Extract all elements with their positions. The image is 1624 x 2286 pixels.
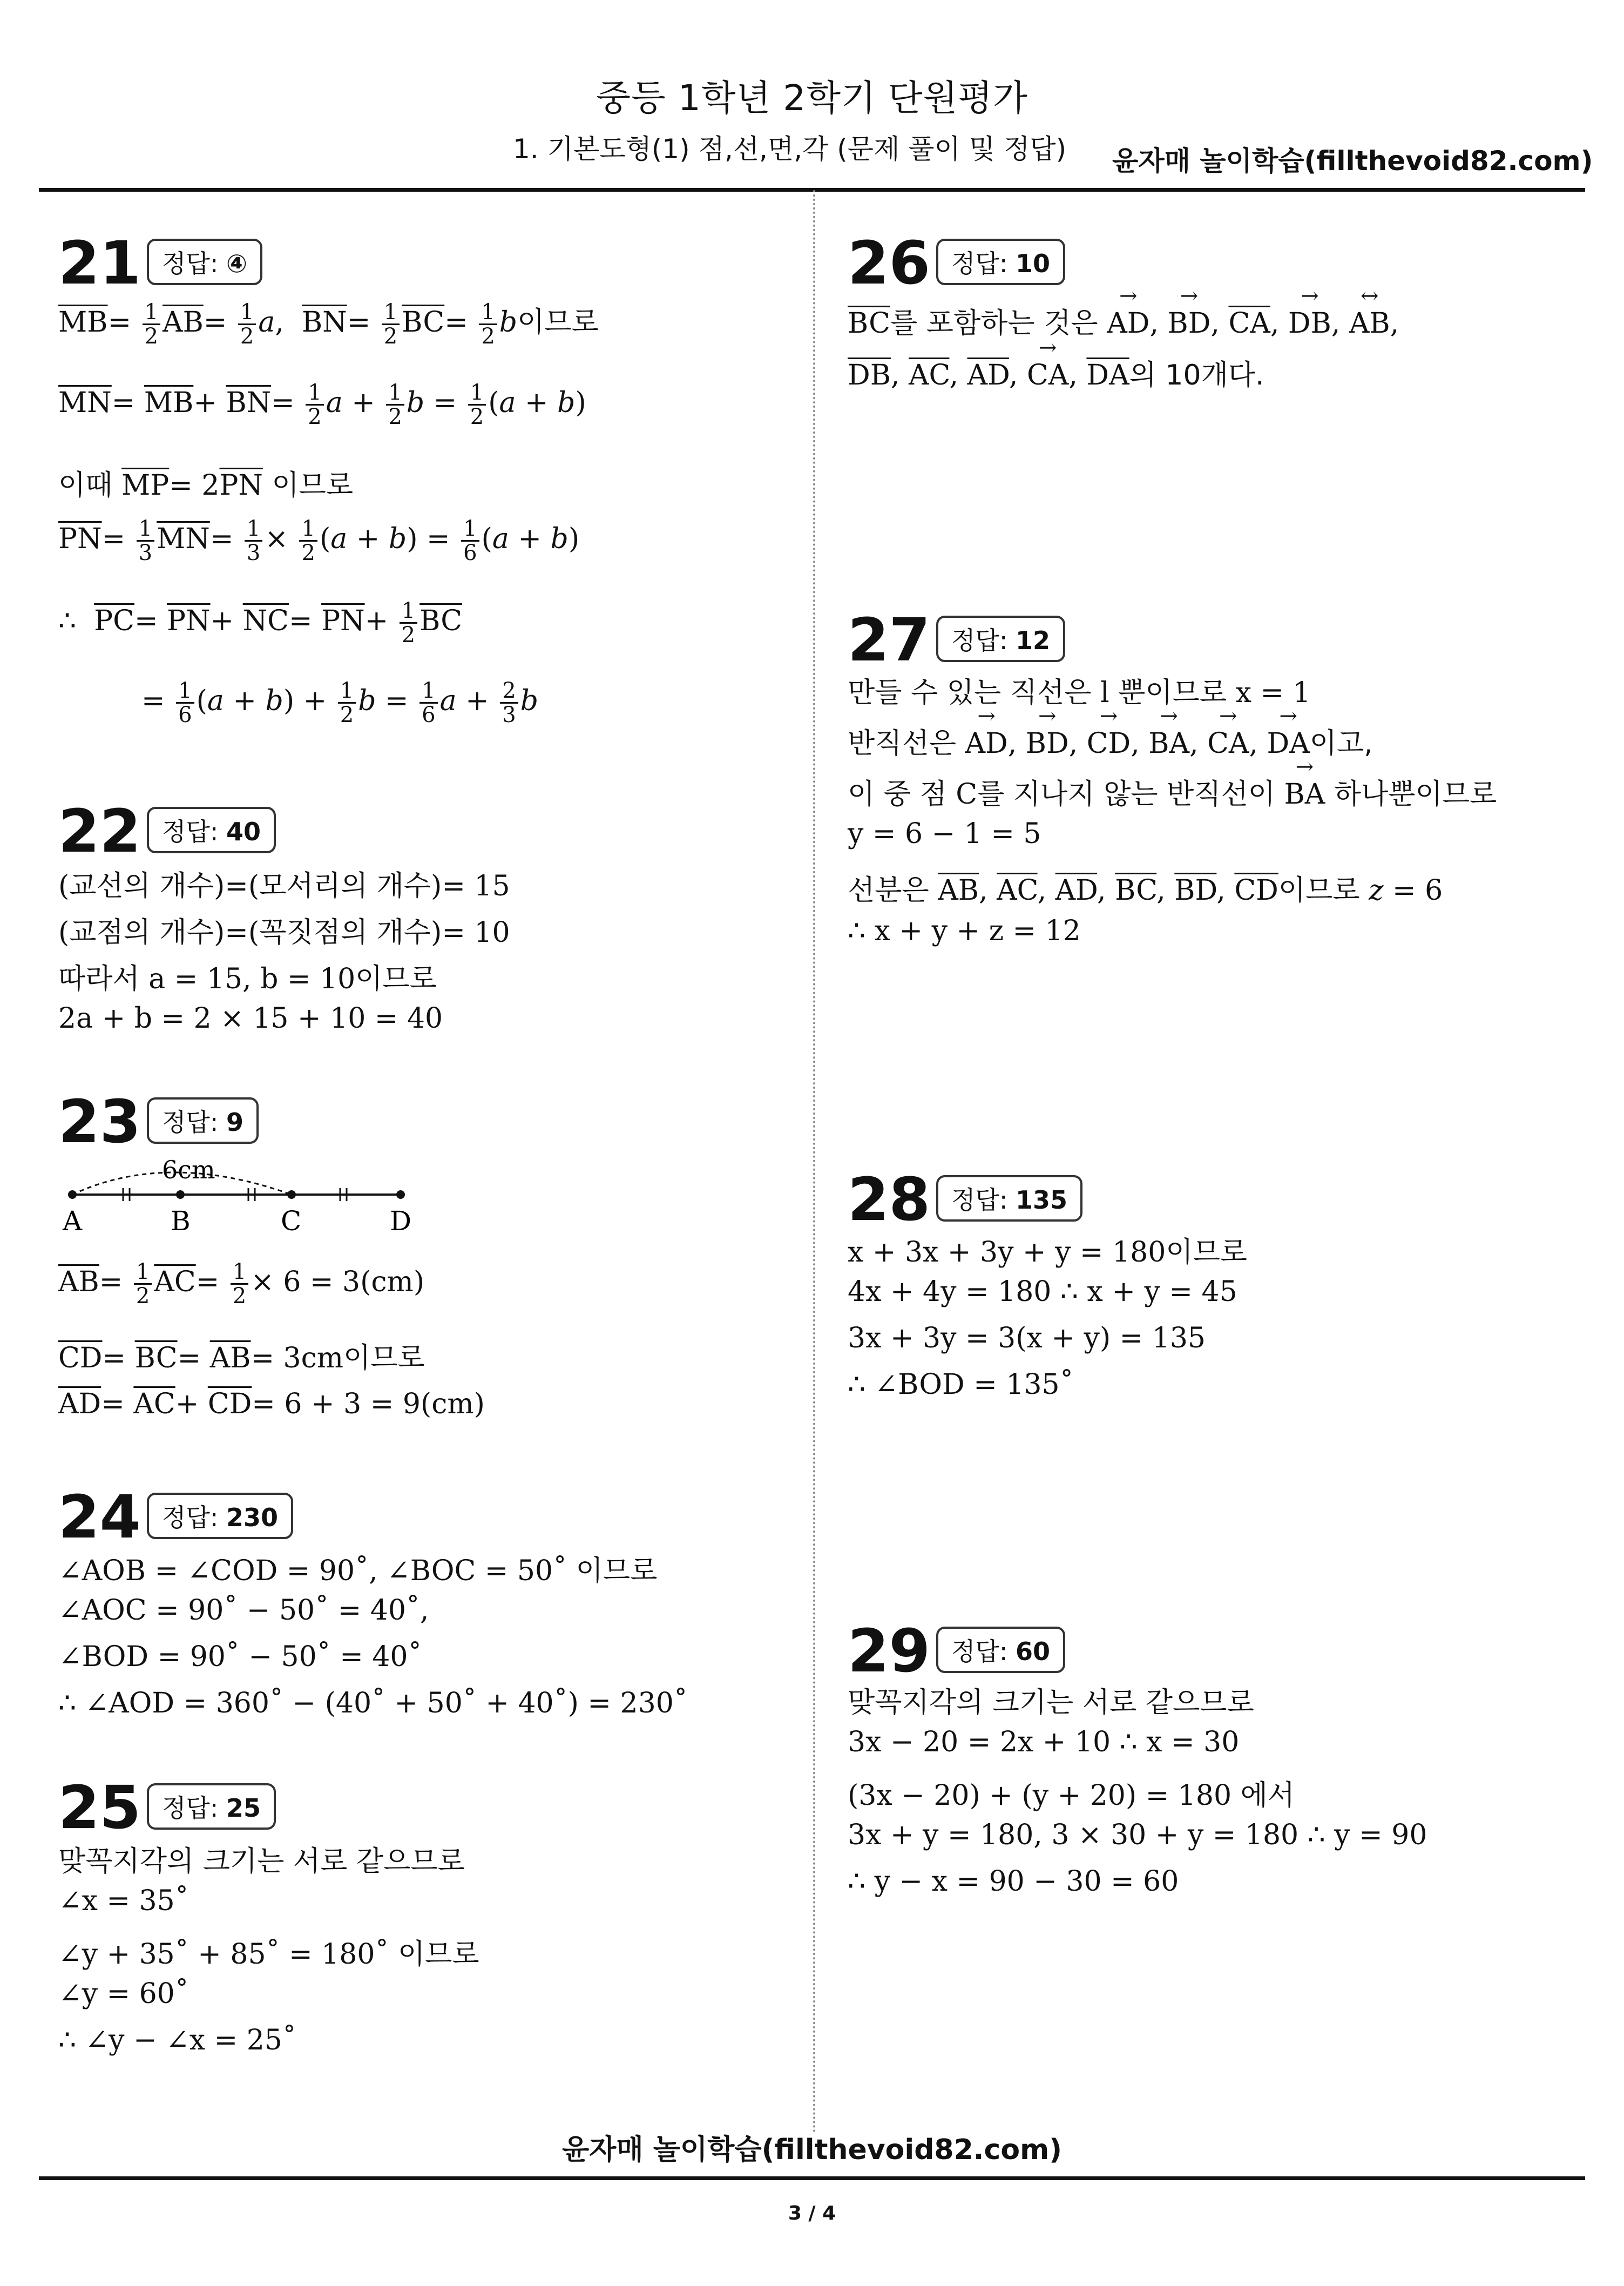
solution-line: $\overline{AD}= \overline{AC}+ \overline{CD}= 6 + 3 = 9(cm)$	[58, 1388, 485, 1420]
answer-label: 정답:	[951, 249, 1008, 278]
question-25	[58, 1773, 141, 1842]
solution-line: ∠x = 35˚	[58, 1885, 189, 1917]
solution-line: $\overline{MB}=$ $\frac{1}{2}$ $\overline{AB}=$ $\frac{1}{2}$ a, $\overline{BN}=$ $\frac{1}{2}$ $\overline{BC}=$ $\frac{1}{2}$ b이므로	[58, 300, 599, 349]
answer-value: ④	[226, 249, 247, 278]
solution-line: $\overline{BC}$를 포함하는 것은 → AD, → BD, $\overline{CA}$, → DB, ↔ AB,	[848, 300, 1399, 341]
question-22	[58, 797, 141, 866]
solution-line: (3x − 20) + (y + 20) = 180 에서	[848, 1779, 1295, 1812]
answer-value: 135	[1016, 1185, 1068, 1215]
solution-line: ∴ ∠BOD = 135˚	[848, 1368, 1074, 1401]
solution-line: 맞꼭지각의 크기는 서로 같으므로	[848, 1687, 1254, 1719]
answer-value: 10	[1016, 249, 1051, 278]
point-label: B	[171, 1205, 191, 1237]
solution-line: ∠BOD = 90˚ − 50˚ = 40˚	[58, 1641, 422, 1673]
solution-line: $\overline{PN}=$ $\frac{1}{3}$ $\overline{MN}=$ $\frac{1}{3}$ × $\frac{1}{2}$ (a + b) = $\frac{1}{6}$ (a + b)	[58, 516, 580, 565]
solution-line: ∴ y − x = 90 − 30 = 60	[848, 1865, 1179, 1898]
point-label: C	[281, 1205, 302, 1237]
answer-label: 정답:	[162, 817, 219, 846]
solution-line: 3x + y = 180, 3 × 30 + y = 180 ∴ y = 90	[848, 1819, 1427, 1851]
footer-rule	[39, 2176, 1585, 2180]
solution-line: 이 중 점 C를 지나지 않는 반직선이 → BA 하나뿐이므로	[848, 771, 1497, 812]
question-number: 29	[848, 1616, 931, 1685]
question-29	[848, 1616, 931, 1685]
answer-label: 정답:	[162, 1793, 219, 1823]
solution-line: (교점의 개수)=(꼭짓점의 개수)= 10	[58, 916, 510, 949]
solution-line: $\overline{AB}=$ $\frac{1}{2}$ $\overline{AC}=$ $\frac{1}{2}$ × 6 = 3(cm)	[58, 1259, 425, 1309]
point-label: A	[63, 1205, 83, 1237]
solution-line: 3x + 3y = 3(x + y) = 135	[848, 1322, 1206, 1354]
question-23	[58, 1087, 141, 1156]
answer-badge	[936, 1627, 1065, 1673]
page-title: 중등 1학년 2학기 단원평가	[596, 77, 1028, 119]
solution-line: 따라서 a = 15, b = 10이므로	[58, 963, 437, 995]
question-number: 25	[58, 1773, 141, 1842]
solution-line: ∠AOC = 90˚ − 50˚ = 40˚,	[58, 1594, 429, 1627]
answer-badge	[147, 807, 276, 853]
point-b	[176, 1190, 185, 1199]
answer-value: 60	[1016, 1637, 1051, 1666]
point-label: D	[390, 1205, 412, 1237]
solution-line: 4x + 4y = 180 ∴ x + y = 45	[848, 1276, 1237, 1308]
solution-line: 2a + b = 2 × 15 + 10 = 40	[58, 1002, 443, 1035]
answer-label: 정답:	[162, 1108, 219, 1137]
point-d	[396, 1190, 405, 1199]
segment-figure	[54, 1145, 432, 1237]
answer-label: 정답:	[951, 626, 1008, 655]
answer-badge	[936, 239, 1065, 285]
question-number: 21	[58, 228, 141, 298]
answer-value: 12	[1016, 626, 1051, 655]
question-28	[848, 1165, 931, 1234]
answer-value: 230	[226, 1503, 279, 1532]
answer-label: 정답:	[162, 249, 219, 278]
answer-badge	[147, 1493, 293, 1539]
solution-line: 만들 수 있는 직선은 l 뿐이므로 x = 1	[848, 677, 1311, 709]
question-27	[848, 605, 931, 675]
question-26	[848, 228, 931, 298]
question-number: 28	[848, 1165, 931, 1234]
answer-badge	[147, 1097, 259, 1144]
page-number: 3 / 4	[788, 2202, 836, 2224]
question-number: 23	[58, 1087, 141, 1156]
solution-line: $\overline{MN}= \overline{MB}+ \overline{BN}=$ $\frac{1}{2}$ a + $\frac{1}{2}$ b = $\frac{1}{2}$ (a + b)	[58, 380, 586, 429]
solution-line: ∴ ∠y − ∠x = 25˚	[58, 2024, 296, 2056]
answer-value: 25	[226, 1793, 261, 1823]
point-a	[68, 1190, 77, 1199]
solution-line: 맞꼭지각의 크기는 서로 같으므로	[58, 1845, 465, 1878]
answer-badge	[936, 616, 1065, 662]
solution-tail: 의 10개다.	[1129, 359, 1264, 392]
question-number: 27	[848, 605, 931, 675]
length-label: 6cm	[162, 1155, 215, 1184]
question-21	[58, 228, 141, 298]
solution-line: x + 3x + 3y + y = 180이므로	[848, 1236, 1248, 1269]
solution-line: 이때 $\overline{MP}= 2\overline{PN}$ 이므로	[58, 469, 354, 502]
solution-line: ∴ ∠AOD = 360˚ − (40˚ + 50˚ + 40˚) = 230˚	[58, 1687, 688, 1719]
solution-line: $\overline{CD}= \overline{BC}= \overline{AB}= 3cm$이므로	[58, 1342, 425, 1374]
solution-line: 3x − 20 = 2x + 10 ∴ x = 30	[848, 1726, 1240, 1758]
solution-line: ∴ x + y + z = 12	[848, 915, 1081, 947]
solution-line: ∴ $\overline{PC}= \overline{PN}+ \overline{NC}= \overline{PN}+$ $\frac{1}{2}$ $\overline{BC}$	[58, 598, 463, 648]
header-brand: 윤자매 놀이학습(fillthevoid82.com)	[1112, 145, 1593, 177]
solution-line: (교선의 개수)=(모서리의 개수)= 15	[58, 870, 510, 902]
solution-line: ∠y = 60˚	[58, 1978, 189, 2010]
question-number: 22	[58, 797, 141, 866]
answer-label: 정답:	[162, 1503, 219, 1532]
solution-line: = $\frac{1}{6}$ (a + b) + $\frac{1}{2}$ b = $\frac{1}{6}$ a + $\frac{2}{3}$ b	[141, 678, 538, 727]
answer-badge	[147, 239, 262, 285]
footer-brand: 윤자매 놀이학습(fillthevoid82.com)	[561, 2134, 1063, 2166]
page-subtitle: 1. 기본도형(1) 점,선,면,각 (문제 풀이 및 정답)	[513, 133, 1067, 165]
solution-line: ∠AOB = ∠COD = 90˚, ∠BOC = 50˚ 이므로	[58, 1555, 658, 1587]
solution-line: ∠y + 35˚ + 85˚ = 180˚ 이므로	[58, 1938, 479, 1971]
answer-label: 정답:	[951, 1185, 1008, 1215]
answer-label: 정답:	[951, 1637, 1008, 1666]
solution-line: 선분은 $\overline{AB}$, $\overline{AC}$, $\overline{AD}$, $\overline{BC}$, $\overline{BD}$, $\overline{CD}$이므로 z = 6	[848, 874, 1443, 907]
point-c	[287, 1190, 296, 1199]
solution-line: 반직선은 → AD, → BD, → CD, → BA, → CA, → DA이고,	[848, 720, 1373, 761]
answer-value: 9	[226, 1108, 244, 1137]
answer-value: 40	[226, 817, 261, 846]
solution-line: y = 6 − 1 = 5	[848, 818, 1041, 850]
header-rule	[39, 188, 1585, 192]
column-divider	[813, 190, 815, 2134]
question-number: 26	[848, 228, 931, 298]
solution-line: $\overline{DB}$, $\overline{AC}$, $\overline{AD}$, → CA, $\overline{DA}$의 10개다.	[848, 352, 1264, 393]
answer-badge	[147, 1783, 276, 1830]
question-24	[58, 1482, 141, 1552]
question-number: 24	[58, 1482, 141, 1552]
answer-badge	[936, 1175, 1082, 1222]
